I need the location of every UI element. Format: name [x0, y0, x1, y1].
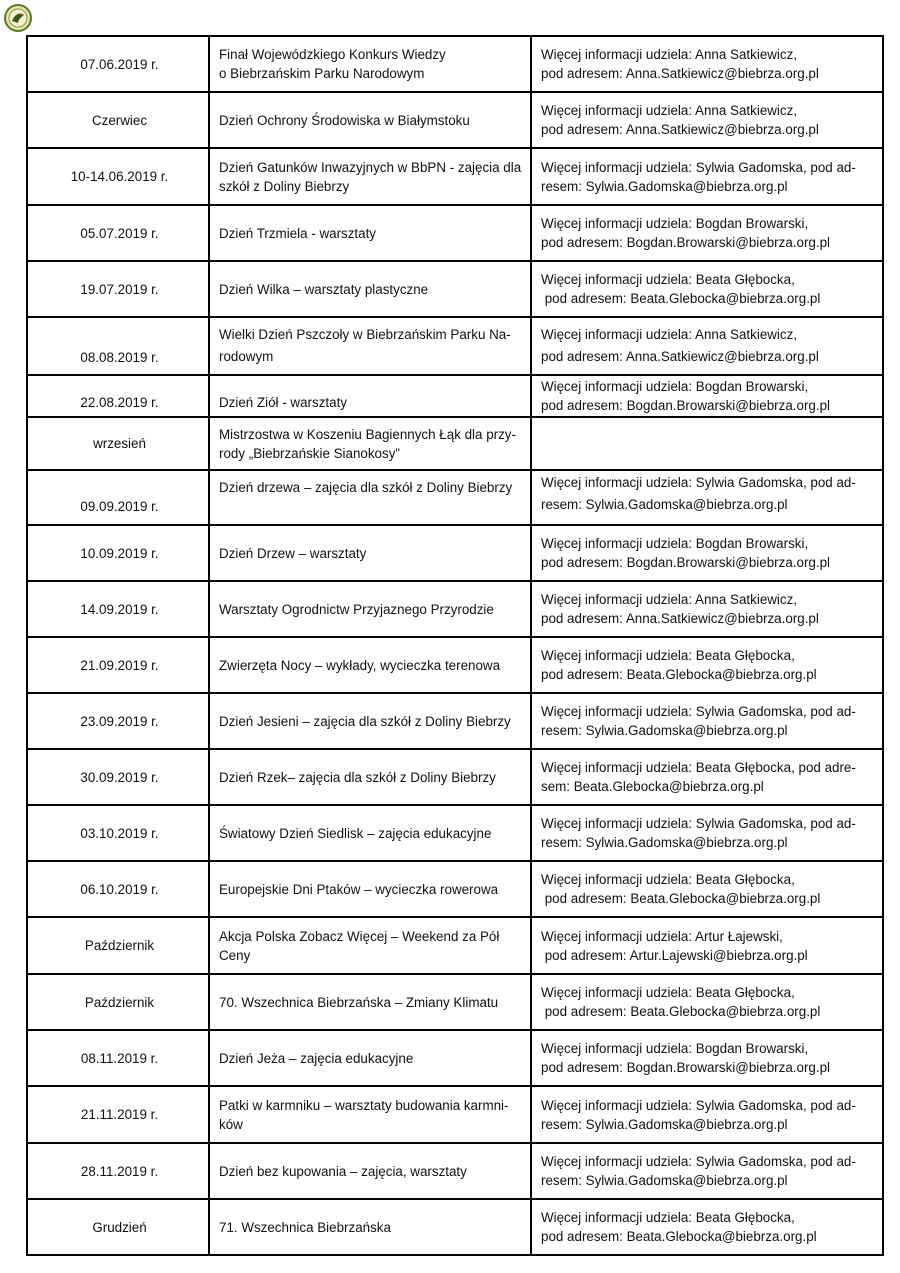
event-name: Finał Wojewódzkiego Konkurs Wiedzy o Biebrzańskim Parku Narodowym [209, 36, 531, 92]
contact-email-line: pod adresem: Anna.Satkiewicz@biebrza.org.pl [541, 349, 819, 364]
event-date: 22.08.2019 r. [27, 375, 209, 417]
event-contact-info [531, 1030, 883, 1086]
contact-email-line: pod adresem: Anna.Satkiewicz@biebrza.org.pl [541, 611, 819, 626]
park-emblem-icon [3, 3, 33, 33]
event-date: 10-14.06.2019 r. [27, 148, 209, 205]
table-row [27, 1199, 883, 1255]
event-contact-info [531, 974, 883, 1030]
contact-email-line: resem: Sylwia.Gadomska@biebrza.org.pl [541, 835, 788, 850]
event-date: Grudzień [27, 1199, 209, 1255]
contact-person-line: Więcej informacji udziela: Beata Głębocka, [541, 272, 795, 287]
contact-person-line: Więcej informacji udziela: Anna Satkiewicz, [541, 327, 798, 342]
event-contact-info [531, 525, 883, 581]
table-row [27, 749, 883, 805]
table-row [27, 1086, 883, 1143]
contact-email-line: pod adresem: Beata.Glebocka@biebrza.org.pl [541, 1004, 821, 1019]
event-date: 19.07.2019 r. [27, 261, 209, 317]
table-row [27, 417, 883, 470]
event-date: 03.10.2019 r. [27, 805, 209, 861]
contact-person-line: Więcej informacji udziela: Beata Głębocka, pod adre- [541, 760, 856, 775]
event-name: 71. Wszechnica Biebrzańska [209, 1199, 531, 1255]
table-row [27, 205, 883, 261]
contact-email-line: pod adresem: Bogdan.Browarski@biebrza.org.pl [541, 398, 830, 413]
event-name: Dzień Drzew – warsztaty [209, 525, 531, 581]
event-contact-info [531, 317, 883, 375]
event-contact-info [531, 261, 883, 317]
table-row [27, 1143, 883, 1199]
contact-person-line: Więcej informacji udziela: Sylwia Gadomska, pod ad- [541, 704, 856, 719]
table-row [27, 525, 883, 581]
contact-person-line: Więcej informacji udziela: Bogdan Browarski, [541, 536, 809, 551]
event-name: Europejskie Dni Ptaków – wycieczka rowerowa [209, 861, 531, 917]
event-contact-info [531, 693, 883, 749]
event-date: 21.09.2019 r. [27, 637, 209, 693]
event-name: Dzień Ziół - warsztaty [209, 375, 531, 417]
event-contact-info [531, 581, 883, 637]
table-row [27, 917, 883, 974]
event-date: Październik [27, 974, 209, 1030]
table-row [27, 470, 883, 525]
table-row [27, 637, 883, 693]
event-name: Dzień Jesieni – zajęcia dla szkół z Doliny Biebrzy [209, 693, 531, 749]
event-name: Dzień drzewa – zajęcia dla szkół z Doliny Biebrzy [209, 470, 531, 525]
contact-person-line: Więcej informacji udziela: Anna Satkiewicz, [541, 47, 798, 62]
contact-person-line: Więcej informacji udziela: Sylwia Gadomska, pod ad- [541, 475, 856, 490]
contact-person-line: Więcej informacji udziela: Bogdan Browarski, [541, 379, 809, 394]
event-date: Czerwiec [27, 92, 209, 148]
event-contact-info [531, 92, 883, 148]
contact-email-line: pod adresem: Beata.Glebocka@biebrza.org.pl [541, 1229, 817, 1244]
event-date: wrzesień [27, 417, 209, 470]
event-contact-info [531, 148, 883, 205]
contact-email-line: pod adresem: Bogdan.Browarski@biebrza.org.pl [541, 235, 830, 250]
event-name: Dzień Ochrony Środowiska w Białymstoku [209, 92, 531, 148]
event-name: Dzień Rzek– zajęcia dla szkół z Doliny Biebrzy [209, 749, 531, 805]
contact-email-line: pod adresem: Artur.Lajewski@biebrza.org.pl [541, 947, 808, 963]
contact-person-line: Więcej informacji udziela: Bogdan Browarski, [541, 216, 809, 231]
event-contact-info [531, 36, 883, 92]
contact-person-line: Więcej informacji udziela: Sylwia Gadomska, pod ad- [541, 816, 856, 831]
table-row [27, 693, 883, 749]
event-contact-info [531, 470, 883, 525]
event-contact-info [531, 375, 883, 417]
event-date: 10.09.2019 r. [27, 525, 209, 581]
contact-email-line: pod adresem: Bogdan.Browarski@biebrza.org.pl [541, 555, 830, 570]
table-row [27, 36, 883, 92]
event-contact-info [531, 205, 883, 261]
event-date: 21.11.2019 r. [27, 1086, 209, 1143]
event-name: Zwierzęta Nocy – wykłady, wycieczka terenowa [209, 637, 531, 693]
contact-email-line: sem: Beata.Glebocka@biebrza.org.pl [541, 779, 764, 794]
event-date: 06.10.2019 r. [27, 861, 209, 917]
event-date: 09.09.2019 r. [27, 470, 209, 525]
contact-person-line: Więcej informacji udziela: Sylwia Gadomska, pod ad- [541, 159, 856, 175]
contact-person-line: Więcej informacji udziela: Sylwia Gadomska, pod ad- [541, 1097, 856, 1113]
event-name: Dzień bez kupowania – zajęcia, warsztaty [209, 1143, 531, 1199]
event-name: Dzień Gatunków Inwazyjnych w BbPN - zajęcia dla szkół z Doliny Biebrzy [209, 148, 531, 205]
event-date: 08.11.2019 r. [27, 1030, 209, 1086]
event-name: Patki w karmniku – warsztaty budowania karmni- ków [209, 1086, 531, 1143]
table-row [27, 261, 883, 317]
event-date: 14.09.2019 r. [27, 581, 209, 637]
contact-person-line: Więcej informacji udziela: Anna Satkiewicz, [541, 592, 798, 607]
contact-email-line: pod adresem: Beata.Glebocka@biebrza.org.pl [541, 667, 817, 682]
event-date: 30.09.2019 r. [27, 749, 209, 805]
event-contact-info [531, 1086, 883, 1143]
contact-email-line: pod adresem: Anna.Satkiewicz@biebrza.org.pl [541, 66, 819, 81]
table-row [27, 861, 883, 917]
contact-person-line: Więcej informacji udziela: Anna Satkiewicz, [541, 103, 798, 118]
contact-email-line: resem: Sylwia.Gadomska@biebrza.org.pl [541, 1173, 788, 1188]
contact-email-line: resem: Sylwia.Gadomska@biebrza.org.pl [541, 178, 788, 194]
events-table-body [27, 36, 883, 1255]
event-name: 70. Wszechnica Biebrzańska – Zmiany Klimatu [209, 974, 531, 1030]
contact-email-line: pod adresem: Beata.Glebocka@biebrza.org.pl [541, 291, 821, 306]
event-contact-info [531, 1143, 883, 1199]
event-date: 07.06.2019 r. [27, 36, 209, 92]
table-row [27, 317, 883, 375]
events-table [26, 35, 884, 1256]
event-date: 08.08.2019 r. [27, 317, 209, 375]
event-name: Wielki Dzień Pszczoły w Biebrzańskim Parku Na- rodowym [209, 317, 531, 375]
contact-email-line: pod adresem: Anna.Satkiewicz@biebrza.org.pl [541, 122, 819, 137]
contact-email-line: resem: Sylwia.Gadomska@biebrza.org.pl [541, 723, 788, 738]
table-row [27, 92, 883, 148]
event-name: Dzień Jeża – zajęcia edukacyjne [209, 1030, 531, 1086]
event-date: 23.09.2019 r. [27, 693, 209, 749]
contact-person-line: Więcej informacji udziela: Bogdan Browarski, [541, 1041, 809, 1056]
table-row [27, 1030, 883, 1086]
event-contact-info [531, 1199, 883, 1255]
contact-person-line: Więcej informacji udziela: Artur Łajewski, [541, 928, 783, 944]
contact-email-line: pod adresem: Bogdan.Browarski@biebrza.org.pl [541, 1060, 830, 1075]
event-date: Październik [27, 917, 209, 974]
contact-person-line: Więcej informacji udziela: Beata Głębocka, [541, 1210, 795, 1225]
contact-email-line: resem: Sylwia.Gadomska@biebrza.org.pl [541, 1116, 788, 1132]
table-row [27, 581, 883, 637]
contact-person-line: Więcej informacji udziela: Beata Głębocka, [541, 872, 795, 887]
event-name: Warsztaty Ogrodnictw Przyjaznego Przyrodzie [209, 581, 531, 637]
table-row [27, 974, 883, 1030]
contact-email-line: resem: Sylwia.Gadomska@biebrza.org.pl [541, 497, 788, 512]
table-row [27, 375, 883, 417]
table-row [27, 805, 883, 861]
contact-person-line: Więcej informacji udziela: Sylwia Gadomska, pod ad- [541, 1154, 856, 1169]
contact-person-line: Więcej informacji udziela: Beata Głębocka, [541, 985, 795, 1000]
event-contact-info [531, 861, 883, 917]
event-name: Dzień Trzmiela - warsztaty [209, 205, 531, 261]
event-name: Dzień Wilka – warsztaty plastyczne [209, 261, 531, 317]
event-contact-info [531, 805, 883, 861]
contact-person-line: Więcej informacji udziela: Beata Głębocka, [541, 648, 795, 663]
event-name: Światowy Dzień Siedlisk – zajęcia edukacyjne [209, 805, 531, 861]
contact-email-line: pod adresem: Beata.Glebocka@biebrza.org.pl [541, 891, 821, 906]
event-name: Mistrzostwa w Koszeniu Bagiennych Łąk dla przy- rody „Biebrzańskie Sianokosy” [209, 417, 531, 470]
event-date: 28.11.2019 r. [27, 1143, 209, 1199]
event-contact-info [531, 749, 883, 805]
event-contact-info [531, 917, 883, 974]
event-contact-info [531, 637, 883, 693]
event-name: Akcja Polska Zobacz Więcej – Weekend za Pół Ceny [209, 917, 531, 974]
event-date: 05.07.2019 r. [27, 205, 209, 261]
event-contact-info [531, 417, 883, 470]
table-row [27, 148, 883, 205]
